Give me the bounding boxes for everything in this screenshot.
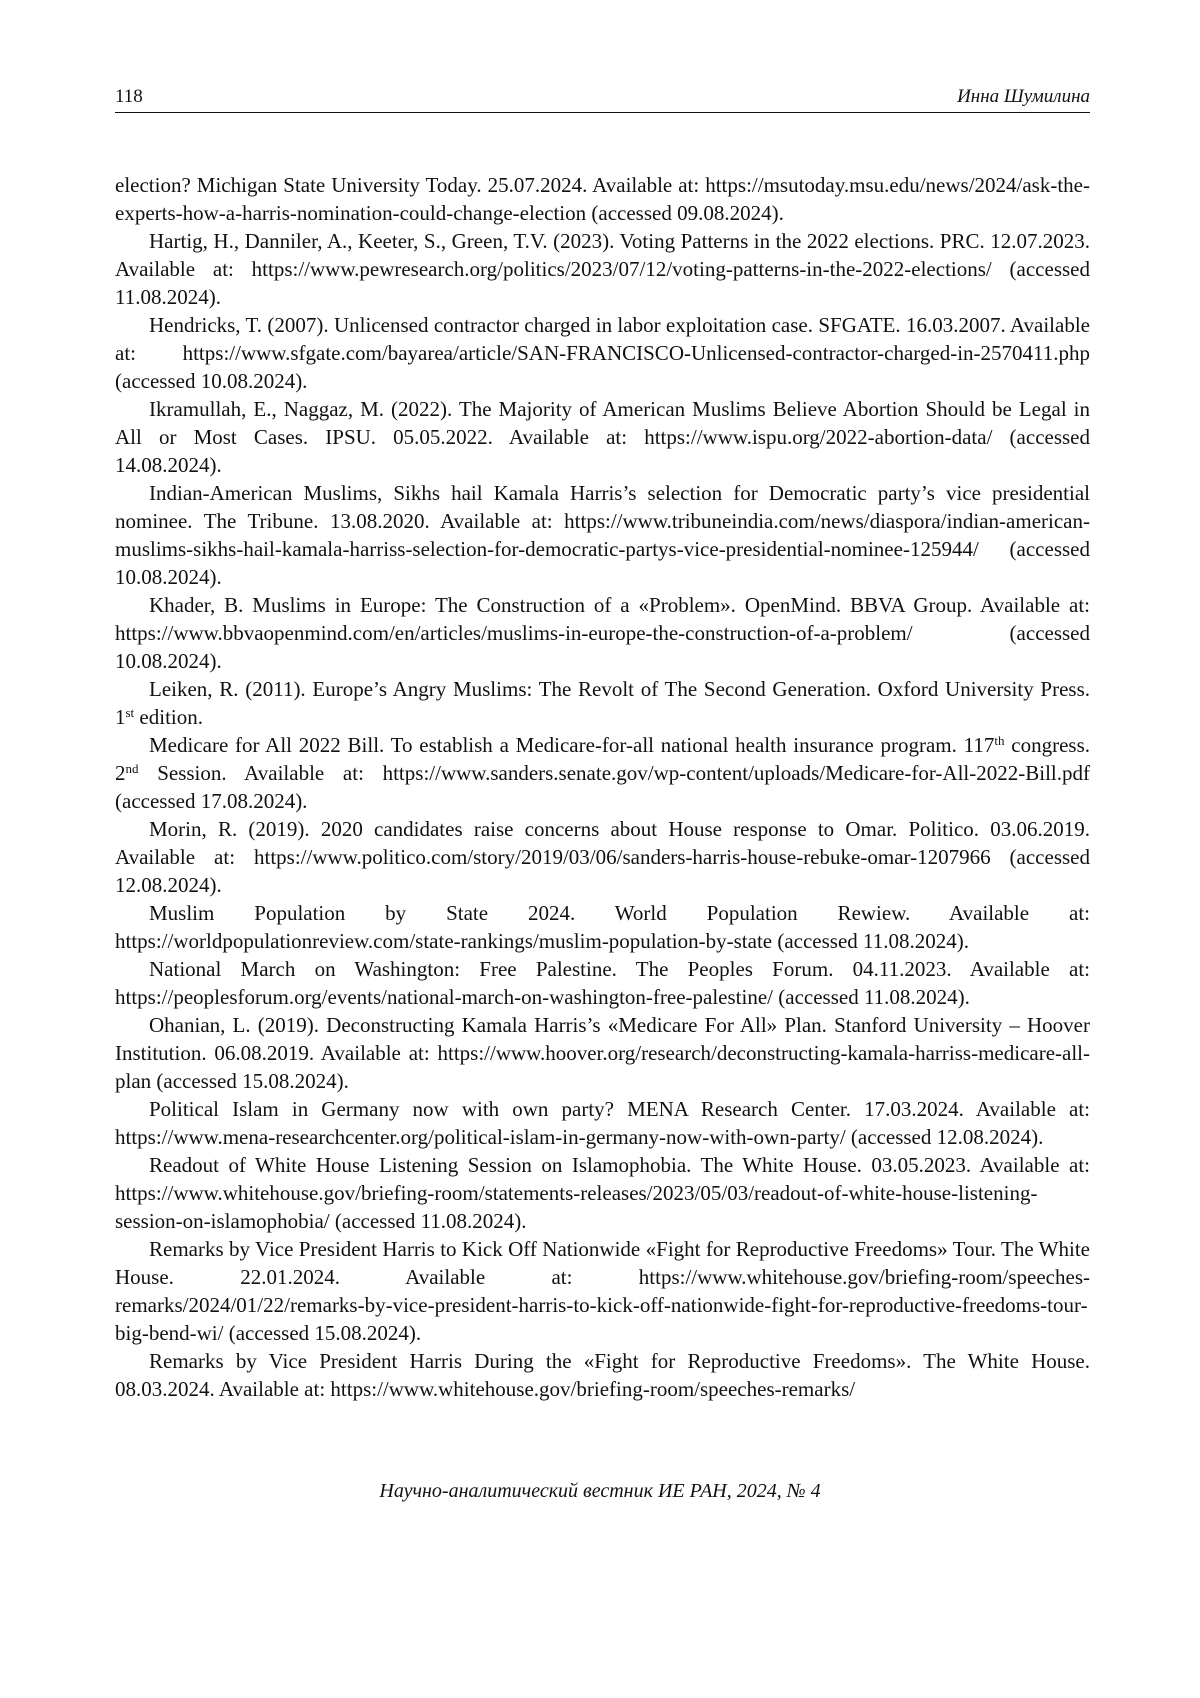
- reference-entry: [115, 675, 1090, 731]
- ordinal-superscript: st: [125, 705, 135, 720]
- reference-entry: Muslim Population by State 2024. World Population Rewiew. Available at: https://worldpopulationreview.com/state-rankings/muslim-population-by-state (accessed 11.08.2024).: [115, 901, 1090, 953]
- running-head: [115, 86, 1090, 113]
- reference-list: [115, 171, 1090, 1403]
- reference-entry: [115, 731, 1090, 815]
- reference-entry: Hendricks, T. (2007). Unlicensed contractor charged in labor exploitation case. SFGATE. 16.03.2007. Available at: https://www.sfgate.com/bayarea/article/SAN-FRANCISCO-Unlicensed-contractor-charged-in-2570411.php (accessed 10.08.2024).: [115, 313, 1090, 393]
- reference-entry: National March on Washington: Free Palestine. The Peoples Forum. 04.11.2023. Available at: https://peoplesforum.org/events/national-march-on-washington-free-palestine/ (accessed 11.08.2024).: [115, 957, 1090, 1009]
- reference-entry: Morin, R. (2019). 2020 candidates raise concerns about House response to Omar. Politico. 03.06.2019. Available at: https://www.politico.com/story/2019/03/06/sanders-harris-house-rebuke-omar-1207966 (accessed 12.08.2024).: [115, 817, 1090, 897]
- reference-entry: election? Michigan State University Today. 25.07.2024. Available at: https://msutoday.msu.edu/news/2024/ask-the-experts-how-a-harris-nomination-could-change-election (accessed 09.08.2024).: [115, 173, 1090, 225]
- reference-text: congress. 2: [115, 733, 1090, 785]
- reference-entry: Indian-American Muslims, Sikhs hail Kamala Harris’s selection for Democratic party’s vice presidential nominee. The Tribune. 13.08.2020. Available at: https://www.tribuneindia.com/news/diaspora/indian-american-muslims-sikhs-hail-kamala-harriss-selection-for-democratic-partys-vice-presidential-nominee-125944/ (accessed 10.08.2024).: [115, 481, 1090, 589]
- reference-entry: Remarks by Vice President Harris During the «Fight for Reproductive Freedoms». The White House. 08.03.2024. Available at: https://www.whitehouse.gov/briefing-room/speeches-remarks/: [115, 1349, 1090, 1401]
- page-number: 118: [115, 86, 143, 107]
- reference-entry: Hartig, H., Danniler, A., Keeter, S., Green, T.V. (2023). Voting Patterns in the 2022 elections. PRC. 12.07.2023. Available at: https://www.pewresearch.org/politics/2023/07/12/voting-patterns-in-the-2022-elections/ (accessed 11.08.2024).: [115, 229, 1090, 309]
- reference-text: Session. Available at: https://www.sanders.senate.gov/wp-content/uploads/Medicare-for-All-2022-Bill.pdf (accessed 17.08.2024).: [115, 761, 1090, 813]
- reference-entry: Ikramullah, E., Naggaz, M. (2022). The Majority of American Muslims Believe Abortion Should be Legal in All or Most Cases. IPSU. 05.05.2022. Available at: https://www.ispu.org/2022-abortion-data/ (accessed 14.08.2024).: [115, 397, 1090, 477]
- reference-entry: Remarks by Vice President Harris to Kick Off Nationwide «Fight for Reproductive Freedoms» Tour. The White House. 22.01.2024. Available at: https://www.whitehouse.gov/briefing-room/speeches-remarks/2024/01/22/remarks-by-vice-president-harris-to-kick-off-nationwide-fight-for-reproductive-freedoms-tour-big-bend-wi/ (accessed 15.08.2024).: [115, 1237, 1090, 1345]
- reference-text: edition.: [134, 705, 203, 729]
- reference-entry: Political Islam in Germany now with own party? MENA Research Center. 17.03.2024. Available at: https://www.mena-researchcenter.org/political-islam-in-germany-now-with-own-party/ (accessed 12.08.2024).: [115, 1097, 1090, 1149]
- reference-entry: Readout of White House Listening Session on Islamophobia. The White House. 03.05.2023. Available at: https://www.whitehouse.gov/briefing-room/statements-releases/2023/05/03/readout-of-white-house-listening-session-on-islamophobia/ (accessed 11.08.2024).: [115, 1153, 1090, 1233]
- reference-entry: Ohanian, L. (2019). Deconstructing Kamala Harris’s «Medicare For All» Plan. Stanford University – Hoover Institution. 06.08.2019. Available at: https://www.hoover.org/research/deconstructing-kamala-harriss-medicare-all-plan (accessed 15.08.2024).: [115, 1013, 1090, 1093]
- reference-text: Medicare for All 2022 Bill. To establish a Medicare-for-all national health insurance program. 117: [149, 733, 995, 757]
- journal-footer: Научно-аналитический вестник ИЕ РАН, 2024, № 4: [379, 1480, 821, 1502]
- reference-entry: Khader, B. Muslims in Europe: The Construction of a «Problem». OpenMind. BBVA Group. Available at: https://www.bbvaopenmind.com/en/articles/muslims-in-europe-the-construction-of-a-problem/ (accessed 10.08.2024).: [115, 593, 1090, 673]
- ordinal-superscript: th: [994, 733, 1005, 748]
- reference-text: Leiken, R. (2011). Europe’s Angry Muslims: The Revolt of The Second Generation. Oxford University Press. 1: [115, 677, 1090, 729]
- ordinal-superscript: nd: [125, 761, 139, 776]
- author-name: Инна Шумилина: [957, 86, 1090, 107]
